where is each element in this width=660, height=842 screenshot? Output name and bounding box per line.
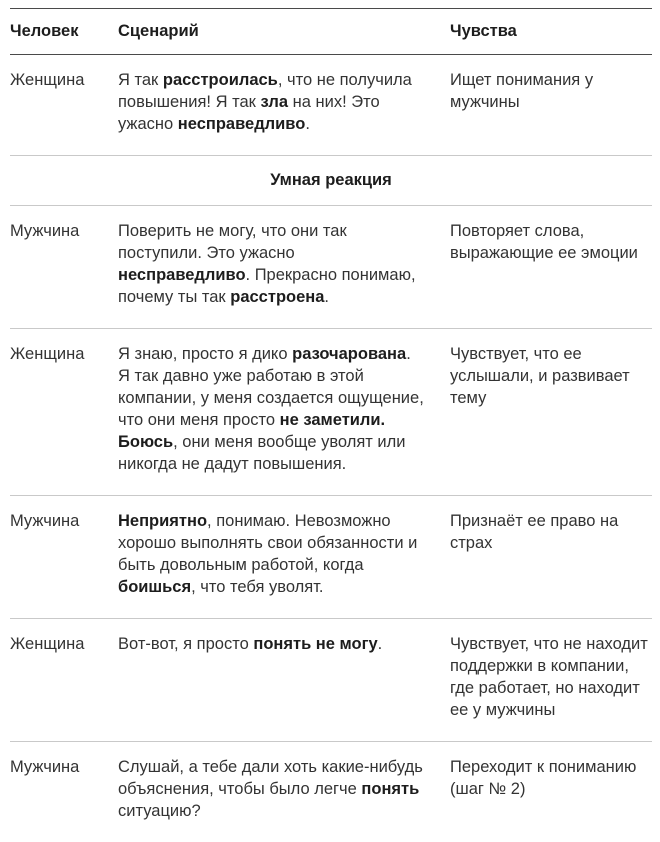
column-header-person: Человек <box>10 22 79 40</box>
scenario-cell: Вот-вот, я просто понять не могу. <box>118 635 383 653</box>
scenario-cell: Поверить не могу, что они так поступили. Это ужасно несправедливо. Прекрасно понимаю, почему ты так расстроена. <box>118 222 416 306</box>
scenario-cell: Неприятно, понимаю. Невозможно хорошо выполнять свои обязанности и быть довольным работой, когда боишься, что тебя уволят. <box>118 512 418 596</box>
column-header-feelings: Чувства <box>450 22 517 40</box>
feelings-cell: Чувствует, что не находит поддержки в компании, где работает, но находит ее у мужчины <box>450 635 648 719</box>
scenario-cell: Слушай, а тебе дали хоть какие-нибудь объяснения, чтобы было легче понять ситуацию? <box>118 758 423 820</box>
person-cell: Женщина <box>10 71 85 89</box>
feelings-cell: Повторяет слова, выражающие ее эмоции <box>450 222 638 262</box>
table-header-row <box>10 9 652 55</box>
person-cell: Мужчина <box>10 758 80 776</box>
dialogue-table <box>10 8 652 842</box>
feelings-cell: Чувствует, что ее услышали, и развивает тему <box>450 345 630 407</box>
table-row <box>10 55 652 156</box>
person-cell: Женщина <box>10 345 85 363</box>
table-row <box>10 496 652 619</box>
scenario-cell: Я знаю, просто я дико разочарована. Я так давно уже работаю в этой компании, у меня создается ощущение, что они меня просто не заметили. Боюсь, они меня вообще уволят или никогда не дадут повышения. <box>118 345 424 473</box>
table-row <box>10 619 652 742</box>
table-row <box>10 329 652 496</box>
scenario-cell: Я так расстроилась, что не получила повышения! Я так зла на них! Это ужасно несправедливо. <box>118 71 412 133</box>
feelings-cell: Переходит к пониманию (шаг № 2) <box>450 758 637 798</box>
table-row <box>10 742 652 842</box>
section-title: Умная реакция <box>10 156 652 206</box>
person-cell: Женщина <box>10 635 85 653</box>
table-row <box>10 206 652 329</box>
column-header-scenario: Сценарий <box>118 22 199 40</box>
person-cell: Мужчина <box>10 512 80 530</box>
feelings-cell: Признаёт ее право на страх <box>450 512 619 552</box>
feelings-cell: Ищет понимания у мужчины <box>450 71 594 111</box>
person-cell: Мужчина <box>10 222 80 240</box>
